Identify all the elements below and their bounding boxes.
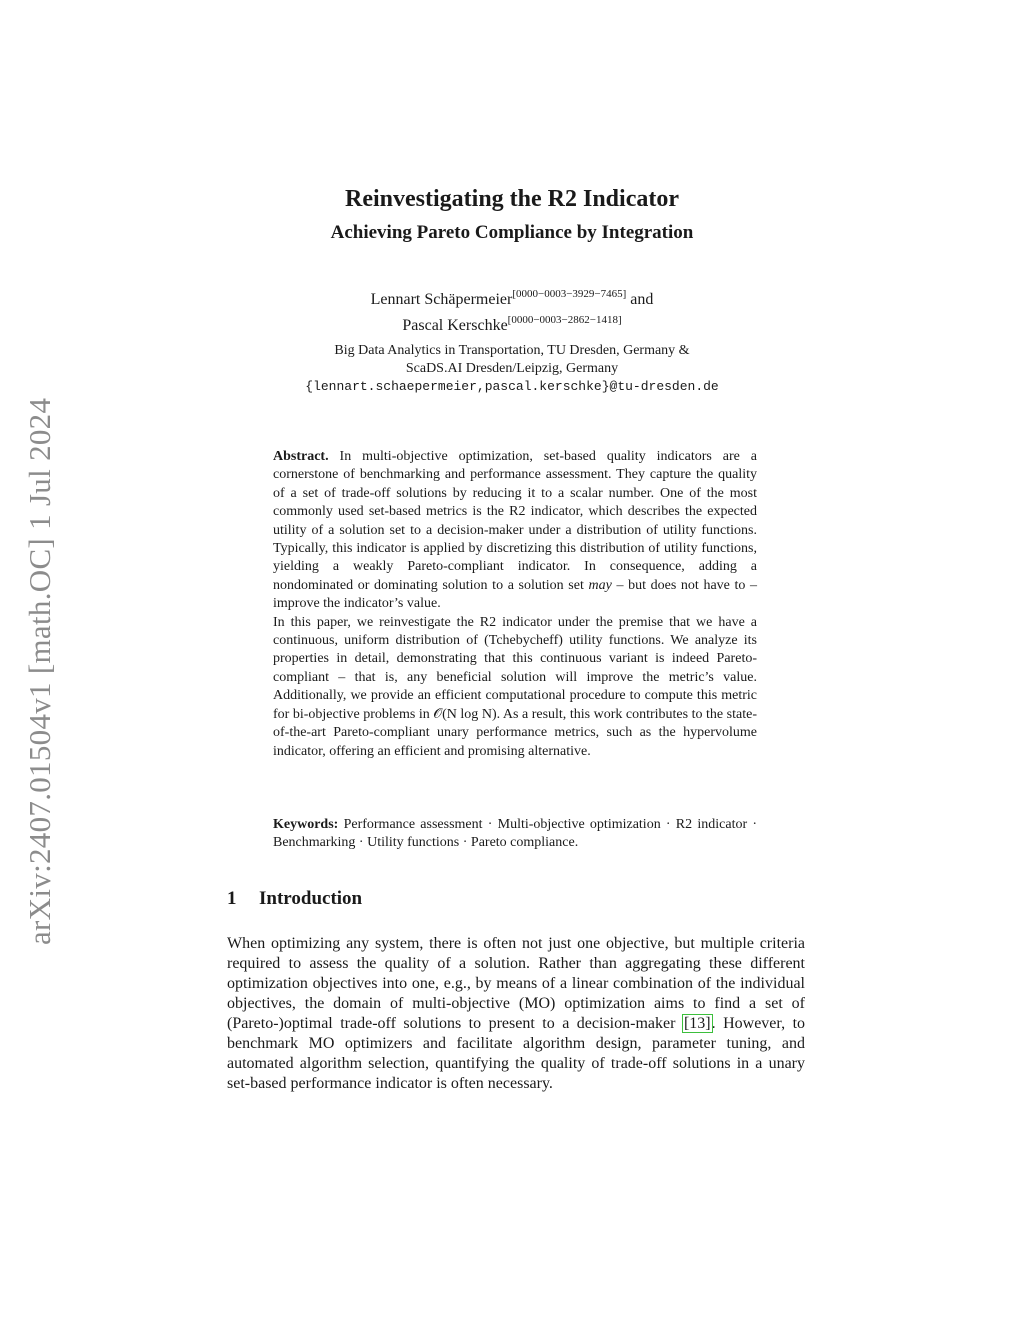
author-line-2 [0,310,1024,336]
section-title: Introduction [259,888,363,909]
section-heading [227,888,362,910]
intro-text: . However, to benchmark MO optimizers and facilitate algorithm design, parameter tuning, and automated algorithm selection, quantifying the quality of trade-off solutions in a unary set-based performance indicator is often necessary. [227,1015,806,1092]
keywords-text: Performance assessment · Multi-objective optimization · R2 indicator · Benchmarking · Utility functions · Pareto compliance. [273,817,758,851]
orcid-id: [0000−0003−3929−7465] [512,288,627,300]
abstract [273,448,757,761]
affiliation-block [0,342,1024,396]
abstract-text: In multi-objective optimization, set-based quality indicators are a cornerstone of benchmarking and performance assessment. They capture the quality of a set of trade-off solutions by reducing it to a scalar number. One of the most commonly used set-based metrics is the R2 indicator, which describes the expected utility of a solution set to a decision-maker under a distribution of utility functions. Typically, this indicator is applied by discretizing this distribution of utility functions, yielding a weakly Pareto-compliant indicator. In consequence, adding a nondominated or dominating solution to a solution set [273,449,757,593]
author-name: Pascal Kerschke [402,317,508,334]
keywords-label: Keywords: [273,817,339,832]
affiliation-line: Big Data Analytics in Transportation, TU Dresden, Germany & [334,343,690,358]
intro-text: When optimizing any system, there is often not just one objective, but multiple criteria required to assess the quality of a solution. Rather than aggregating these different optimization objectives into one, e.g., by means of a linear combination of the individual objectives, the domain of multi-objective (MO) optimization aims to find a set of (Pareto-)optimal trade-off solutions to present to a decision-maker [227,935,805,1032]
abstract-paragraph: In this paper, we reinvestigate the R2 indicator under the premise that we have a continuous, uniform distribution of (Tchebycheff) utility functions. We analyze its properties in detail, demonstrating that this continuous variant is indeed Pareto-compliant – that is, any beneficial solution will improve the metric’s value. Additionally, we provide an efficient computational procedure to compute this metric for bi-objective problems in 𝒪(N log N). As a result, this work contributes to the state-of-the-art Pareto-compliant unary performance metrics, such as the hypervolume indicator, offering an efficient and promising alternative. [273,614,757,759]
paper-title: Reinvestigating the R2 Indicator [345,186,679,212]
citation-link[interactable]: [13] [683,1015,711,1032]
abstract-text: – but does not have to – improve the indicator’s value. [273,577,758,612]
section-number: 1 [227,888,237,909]
abstract-paragraph [273,448,757,614]
author-block [0,284,1024,336]
keywords [273,816,757,853]
author-conjunction: and [630,291,654,308]
arxiv-side-stamp: arXiv:2407.01504v1 [math.OC] 1 Jul 2024 [22,397,57,945]
paper-subtitle: Achieving Pareto Compliance by Integration [330,222,694,243]
abstract-label: Abstract. [273,449,329,464]
intro-paragraph [227,934,805,1094]
abstract-emphasis: may [588,577,612,593]
author-name: Lennart Schäpermeier [370,291,513,308]
affiliation-line: ScaDS.AI Dresden/Leipzig, Germany [405,361,619,376]
author-line-1 [0,284,1024,310]
orcid-id: [0000−0003−2862−1418] [507,314,622,326]
author-email: {lennart.schaepermeier,pascal.kerschke}@tu-dresden.de [305,379,719,394]
